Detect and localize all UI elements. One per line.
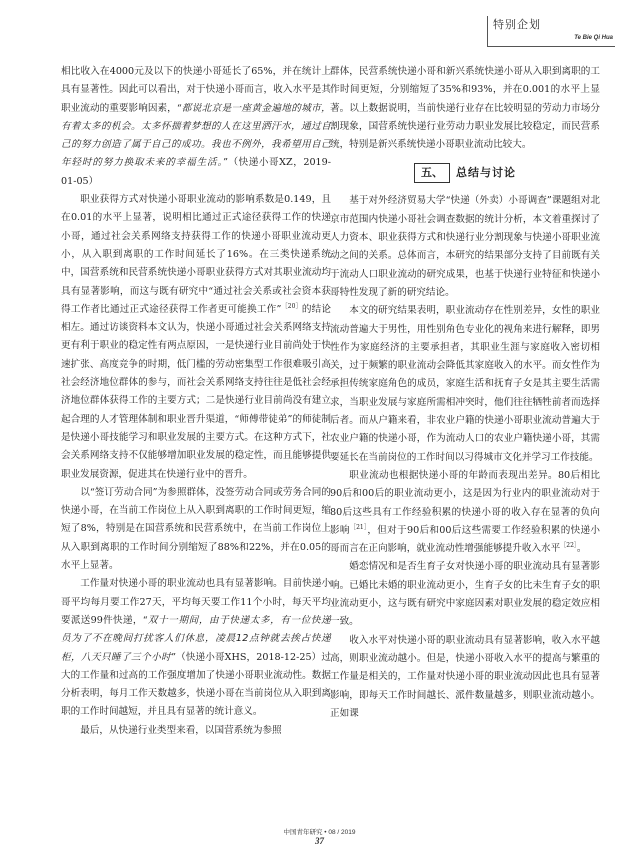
body-paragraph	[330, 63, 600, 154]
section-heading	[330, 162, 600, 184]
paragraph-text: 的结论相左。通过访谈资料本文认为，快递小哥通过社会关系网络支持更有利于职业的稳定性有两点原因，一是快递行业目前尚处于快速扩张、高度竞争的时期，低门槛的劳动密集型工作很难吸引高社会经济地位群体的参与，而社会关系网络支持往往是低社会经济地位群体获得工作的主要方式；二是快递行业目前尚没有建立起合理的人才管理体制和职业晋升渠道，“师傅带徒弟”的师徒制是快递小哥技能学习和职业发展的主要方式。在这种方式下，社会关系网络支持不仅能够增加职业发展的稳定性，而且能够提供职业发展资源，促进其在快递行业中的晋升。	[61, 303, 331, 480]
body-paragraph	[330, 558, 600, 631]
paragraph-text: 群体，民营系统快递小哥和新兴系统快递小哥从入职到离职的工作时间更短，分别缩短了35%和93%，并在0.001的水平上显著。以上数据说明，当前快递行业存在比较明显的劳动力市场分割现象，国营系统快递行业劳动力职业发展比较稳定，而民营系统，特别是新兴系统快递小哥职业流动比较大。	[330, 66, 600, 151]
quote-source: ”（快递小哥XZ，2019-01-05）	[61, 157, 332, 187]
body-paragraph	[61, 191, 331, 484]
paragraph-text: ，但对于90后和00后这些需要工作经验积累的快递小哥而言在正向影响，就业流动性增强能够提升收入水平	[330, 524, 601, 555]
right-text-column	[330, 63, 600, 723]
header-column-title: 特别企划	[493, 18, 541, 31]
citation-reference: ［21］	[349, 523, 368, 531]
right-column-top-text	[330, 63, 600, 154]
paragraph-text: ”（快递小哥XHS，2018-12-25）过大的工作量和过高的工作强度增加了快递小哥职业流动性。数据分析表明，每月工作天数越多，快递小哥在当前岗位从入职到离职的工作时间越短，并且具有显著的统计意义。	[61, 651, 331, 718]
body-paragraph	[61, 722, 331, 740]
page-number: 37	[315, 836, 324, 846]
paragraph-text: 最后，从快递行业类型来看，以国营系统为参照	[80, 724, 282, 736]
body-paragraph	[330, 467, 600, 558]
body-paragraph	[330, 192, 600, 302]
section-number: 五、	[414, 163, 450, 183]
left-text-column	[61, 63, 331, 740]
paragraph-text: 本文的研究结果表明，职业流动存在性别差异，女性的职业流动普遍大于男性，用性别角色专业化的视角来进行解释，即男性作为家庭经济的主要承担者，其职业生涯与家庭收入密切相关，过于频繁的职业流动会降低其家庭收入的水平。而女性作为承担传统家庭角色的成员，家庭生活和抚育子女是其主要生活需求，当职业发展与家庭所需相冲突时，他们往往牺牲前者而选择后者。而从户籍来看，非农业户籍的快递小哥职业流动普遍大于农业户籍的快递小哥，作为流动人口的农业户籍快递小哥，其需要延长在当前岗位的工作时间以习得城市文化并学习工作技能。	[330, 305, 600, 463]
interview-quote: 双十一期间，由于快递太多，有一位快递员为了不在晚间打扰客人们休息，凌晨12点钟就去挨占快递柜，八天只睡了三个小时	[61, 614, 331, 663]
paragraph-text: 工作量对快递小哥的职业流动也具有显著影响。目前快递小哥平均每月要工作27天，平均每天要工作11个小时，每天平均要派送99件快递，“	[61, 578, 331, 626]
citation-reference: ［20］	[281, 302, 302, 310]
citation-reference: ［22］	[560, 541, 577, 549]
paragraph-text: 职业流动也根据快递小哥的年龄而表现出差异。80后相比90后和00后的职业流动更小，这是因为行业内的职业流动对于80后这些具有工作经验积累的快递小哥的收入存在显著的负向影响	[330, 469, 600, 536]
page-header	[487, 16, 615, 47]
body-paragraph	[330, 302, 600, 467]
paragraph-text: 收入水平对快递小哥的职业流动具有显著影响，收入水平越高，则职业流动越小。但是，快递小哥收入水平的提高与繁重的工作量是相关的，工作量对快递小哥的职业流动因此也具有显著影响，即每天工作时间越长、派件数量越多，则职业流动越小。正如课	[330, 634, 600, 719]
paragraph-text: 以“签订劳动合同”为参照群体，没签劳动合同或劳务合同的快递小哥，在当前工作岗位上从入职到离职的工作时间更短，缩短了8%，特别是在国营系统和民营系统中，在当前工作岗位上从入职到离职的工作时间分别缩短了88%和22%，并在0.05的水平上显著。	[61, 486, 331, 572]
right-column-bottom-text	[330, 192, 600, 723]
body-paragraph	[330, 632, 600, 723]
header-column-subtitle: Te Bie Qi Hua	[574, 35, 613, 41]
body-paragraph	[61, 484, 331, 575]
interview-quote: 都说北京是一座黄金遍地的城市，有着太多的机会。太多怀揣着梦想的人在这里洒汗水，通过自己的努力创造了属于自己的成功。我也不例外，我希望用自己年轻时的努力换取未来的幸福生活。	[61, 102, 332, 169]
paragraph-text: 基于对外经济贸易大学“快递（外卖）小哥调查”课题组对北京市范围内快递小哥社会调查数据的统计分析，本文着重探讨了人力资本、职业获得方式和快递行业分割现象与快递小哥职业流动之间的关系。总体而言，本研究的结果部分支持了目前既有关于流动人口职业流动的研究成果，也基于快递行业特征和快递小哥特性发现了新的研究结论。	[330, 195, 600, 298]
body-paragraph	[61, 63, 331, 191]
paragraph-text: 相比收入在4000元及以下的快递小哥延长了65%，并在统计上具有显著性。因此可以看出，对于快递小哥而言，收入水平是其职业流动的重要影响因素，“	[61, 66, 331, 114]
footer-journal: 中国青年研究 • 08 / 2019	[283, 829, 356, 836]
paragraph-text: 婚恋情况和是否生育子女对快递小哥的职业流动具有显著影响。已婚比未婚的职业流动更小，生育子女的比未生育子女的职业流动更小，这与既有研究中家庭因素对职业发展的稳定效应相一致。	[330, 561, 600, 628]
paragraph-text: 职业获得方式对快递小哥职业流动的影响系数是0.149，且在0.01的水平上显著，说明相比通过正式途径获得工作的快递小哥，通过社会关系网络支持获得工作的快递小哥职业流动更小，从入职到离职的工作时间延长了16%。在三类快递系统中，国营系统和民营系统快递小哥职业获得方式对其职业流动均具有显著影响，而这与既有研究中“通过社会关系或社会资本获得工作者比通过正式途径获得工作者更可能换工作”	[61, 194, 331, 315]
paragraph-text: 。	[576, 543, 587, 555]
body-paragraph	[61, 575, 331, 721]
section-title: 总结与讨论	[456, 166, 516, 180]
